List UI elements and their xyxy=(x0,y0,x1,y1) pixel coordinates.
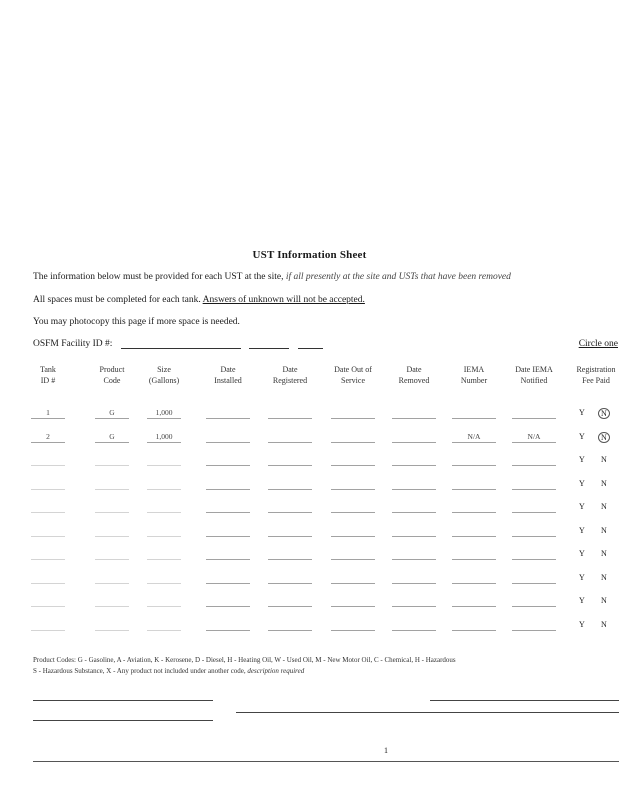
table-cell-field[interactable] xyxy=(31,559,65,560)
table-cell-field[interactable] xyxy=(512,465,556,466)
fee-paid-no[interactable]: N xyxy=(601,502,607,511)
fee-paid-no[interactable]: N xyxy=(601,619,607,629)
table-cell-field[interactable] xyxy=(206,418,250,419)
table-cell-field[interactable] xyxy=(95,442,129,443)
table-cell-field[interactable] xyxy=(31,606,65,607)
table-cell-field[interactable] xyxy=(331,606,375,607)
table-cell-field[interactable] xyxy=(95,489,129,490)
table-cell-field[interactable] xyxy=(331,630,375,631)
table-cell-field[interactable] xyxy=(95,630,129,631)
table-cell: G xyxy=(109,408,115,417)
fee-paid-no[interactable]: N xyxy=(601,549,607,558)
table-cell-field[interactable] xyxy=(206,606,250,607)
required-text xyxy=(33,295,365,305)
table-cell-field[interactable] xyxy=(206,559,250,560)
table-cell-field[interactable] xyxy=(31,536,65,537)
column-header-line: Date xyxy=(406,365,422,374)
table-cell-field[interactable] xyxy=(95,418,129,419)
table-cell-field[interactable] xyxy=(452,583,496,584)
column-header xyxy=(132,364,196,386)
table-cell-field[interactable] xyxy=(95,465,129,466)
fee-paid-no[interactable]: N xyxy=(598,408,610,419)
table-cell-field[interactable] xyxy=(147,442,181,443)
column-header-line: IEMA xyxy=(463,365,485,374)
fee-paid-yes[interactable]: Y xyxy=(579,572,585,582)
fee-paid-no[interactable]: N xyxy=(601,572,607,582)
table-cell-field[interactable] xyxy=(268,512,312,513)
table-cell-field[interactable] xyxy=(268,442,312,443)
table-cell-field[interactable] xyxy=(512,489,556,490)
column-header-line: Fee Paid xyxy=(582,376,610,385)
name-line[interactable] xyxy=(33,720,213,721)
legend-line-2-plain: S - Hazardous Substance, X - Any product not included under another code, xyxy=(33,667,248,675)
column-header-line: Date Out of xyxy=(334,365,372,374)
table-cell-field[interactable] xyxy=(147,583,181,584)
table-cell-field[interactable] xyxy=(268,606,312,607)
table-cell: N/A xyxy=(467,431,481,441)
table-cell-field[interactable] xyxy=(268,536,312,537)
table-cell-field[interactable] xyxy=(268,465,312,466)
table-cell-field[interactable] xyxy=(95,536,129,537)
column-header-line: Installed xyxy=(214,376,242,385)
table-cell: N/A xyxy=(527,431,541,441)
table-cell-field[interactable] xyxy=(147,465,181,466)
column-header xyxy=(382,364,446,386)
product-code-legend xyxy=(33,655,619,677)
table-cell-field[interactable] xyxy=(452,536,496,537)
photocopy-note: You may photocopy this page if more space is needed. xyxy=(33,317,240,327)
table-cell-field[interactable] xyxy=(392,418,436,419)
legend-line-2-italic: description required xyxy=(247,667,305,675)
table-cell-field[interactable] xyxy=(452,606,496,607)
table-cell-field[interactable] xyxy=(392,583,436,584)
table-cell-field[interactable] xyxy=(392,606,436,607)
fee-paid-no[interactable]: N xyxy=(601,455,607,464)
intro-plain: The information below must be provided for each UST at the site, xyxy=(33,272,286,282)
fee-paid-no[interactable]: N xyxy=(601,596,607,605)
table-cell-field[interactable] xyxy=(392,536,436,537)
column-header-line: Product xyxy=(99,365,125,374)
table-cell-field[interactable] xyxy=(512,536,556,537)
table-cell-field[interactable] xyxy=(452,465,496,466)
table-cell-field[interactable] xyxy=(206,512,250,513)
column-header-line: Notified xyxy=(520,376,548,385)
column-header-line: Registration xyxy=(576,365,616,374)
column-header-line: Tank xyxy=(40,365,56,374)
table-cell-field[interactable] xyxy=(268,630,312,631)
table-cell-field[interactable] xyxy=(95,512,129,513)
table-cell: 1,000 xyxy=(155,431,173,441)
column-header-line: Registered xyxy=(272,376,308,385)
fee-paid-yes[interactable]: Y xyxy=(579,478,585,488)
page-number: 1 xyxy=(384,746,388,755)
column-header xyxy=(196,364,260,386)
column-header-line: Code xyxy=(103,376,121,385)
table-cell-field[interactable] xyxy=(147,606,181,607)
table-cell-field[interactable] xyxy=(206,583,250,584)
date-line[interactable] xyxy=(430,700,619,701)
table-cell-field[interactable] xyxy=(147,630,181,631)
fee-paid-yes[interactable]: Y xyxy=(579,549,585,558)
table-cell-field[interactable] xyxy=(31,442,65,443)
fee-paid-yes[interactable]: Y xyxy=(579,525,585,535)
table-cell-field[interactable] xyxy=(147,536,181,537)
table-cell-field[interactable] xyxy=(206,465,250,466)
table-cell-field[interactable] xyxy=(331,512,375,513)
table-cell-field[interactable] xyxy=(31,418,65,419)
table-cell-field[interactable] xyxy=(331,418,375,419)
table-cell-field[interactable] xyxy=(512,442,556,443)
facility-id-field[interactable] xyxy=(121,339,241,349)
table-cell-field[interactable] xyxy=(331,536,375,537)
table-cell-field[interactable] xyxy=(392,630,436,631)
table-cell-field[interactable] xyxy=(147,489,181,490)
table-cell-field[interactable] xyxy=(512,559,556,560)
table-cell-field[interactable] xyxy=(206,536,250,537)
table-cell-field[interactable] xyxy=(452,559,496,560)
table-cell-field[interactable] xyxy=(512,418,556,419)
fee-paid-yes[interactable]: Y xyxy=(579,408,585,417)
table-cell-field[interactable] xyxy=(31,630,65,631)
table-cell-field[interactable] xyxy=(331,465,375,466)
circle-one-label: Circle one xyxy=(578,339,618,349)
facility-id-field-2[interactable] xyxy=(249,339,289,349)
column-header-line: Number xyxy=(460,376,488,385)
legend-line-2 xyxy=(33,666,619,677)
table-cell-field[interactable] xyxy=(206,630,250,631)
table-cell-field[interactable] xyxy=(206,442,250,443)
table-cell-field[interactable] xyxy=(206,489,250,490)
fee-paid-yes[interactable]: Y xyxy=(579,619,585,629)
fee-paid-no[interactable]: N xyxy=(598,432,610,443)
table-cell: G xyxy=(109,431,115,441)
legend-line-1: Product Codes: G - Gasoline, A - Aviation, K - Kerosene, D - Diesel, H - Heating Oil, W - Used Oil, M - New Motor Oil, C - Chemical, H - Hazardous xyxy=(33,656,456,664)
table-cell-field[interactable] xyxy=(331,442,375,443)
column-header-line: ID # xyxy=(40,376,56,385)
table-cell-field[interactable] xyxy=(392,442,436,443)
table-cell-field[interactable] xyxy=(31,512,65,513)
table-cell: 2 xyxy=(46,431,50,441)
table-cell-field[interactable] xyxy=(392,465,436,466)
fee-paid-yes[interactable]: Y xyxy=(579,431,585,441)
table-cell-field[interactable] xyxy=(452,489,496,490)
bottom-rule xyxy=(33,761,619,762)
required-prefix: All spaces must be completed for each tank. xyxy=(33,295,201,305)
fee-paid-yes[interactable]: Y xyxy=(579,596,585,605)
required-underlined: Answers of unknown will not be accepted. xyxy=(202,295,365,305)
table-cell-field[interactable] xyxy=(147,559,181,560)
table-cell-field[interactable] xyxy=(95,583,129,584)
column-header-line: (Gallons) xyxy=(148,376,180,385)
column-header xyxy=(502,364,566,386)
table-cell-field[interactable] xyxy=(31,583,65,584)
fee-paid-no[interactable]: N xyxy=(601,478,607,488)
column-header-line: Date xyxy=(282,365,298,374)
fee-paid-yes[interactable]: Y xyxy=(579,455,585,464)
signature-line[interactable] xyxy=(33,700,213,701)
table-cell-field[interactable] xyxy=(31,465,65,466)
table-cell-field[interactable] xyxy=(452,442,496,443)
facility-id-field-3[interactable] xyxy=(298,339,323,349)
table-cell-field[interactable] xyxy=(392,559,436,560)
column-header-line: Date IEMA xyxy=(515,365,553,374)
table-cell-field[interactable] xyxy=(31,489,65,490)
table-cell-field[interactable] xyxy=(512,630,556,631)
table-cell-field[interactable] xyxy=(512,512,556,513)
table-cell-field[interactable] xyxy=(268,583,312,584)
column-header xyxy=(16,364,80,386)
table-cell-field[interactable] xyxy=(147,512,181,513)
table-cell-field[interactable] xyxy=(268,559,312,560)
facility-id-line xyxy=(33,339,323,349)
table-cell-field[interactable] xyxy=(392,489,436,490)
remarks-line[interactable] xyxy=(236,712,619,713)
table-cell-field[interactable] xyxy=(452,418,496,419)
table-cell-field[interactable] xyxy=(331,583,375,584)
table-cell-field[interactable] xyxy=(95,606,129,607)
column-header-line: Removed xyxy=(398,376,430,385)
table-cell-field[interactable] xyxy=(268,418,312,419)
intro-text xyxy=(33,272,619,282)
table-cell-field[interactable] xyxy=(392,512,436,513)
table-cell-field[interactable] xyxy=(331,489,375,490)
column-header-line: Date xyxy=(220,365,236,374)
table-cell-field[interactable] xyxy=(512,583,556,584)
column-header xyxy=(321,364,385,386)
table-cell-field[interactable] xyxy=(452,512,496,513)
fee-paid-no[interactable]: N xyxy=(601,525,607,535)
table-cell-field[interactable] xyxy=(268,489,312,490)
table-cell-field[interactable] xyxy=(331,559,375,560)
column-header xyxy=(442,364,506,386)
column-header-line: Size xyxy=(157,365,171,374)
column-header-line: Service xyxy=(341,376,365,385)
table-cell-field[interactable] xyxy=(512,606,556,607)
table-cell-field[interactable] xyxy=(452,630,496,631)
facility-id-label: OSFM Facility ID #: xyxy=(33,339,113,349)
intro-italic: if all presently at the site and USTs that have been removed xyxy=(285,272,511,282)
table-cell: 1,000 xyxy=(155,408,173,417)
table-cell: 1 xyxy=(46,408,50,417)
column-header xyxy=(258,364,322,386)
page-title: UST Information Sheet xyxy=(252,249,367,261)
table-cell-field[interactable] xyxy=(147,418,181,419)
fee-paid-yes[interactable]: Y xyxy=(579,502,585,511)
column-header xyxy=(564,364,619,386)
table-cell-field[interactable] xyxy=(95,559,129,560)
